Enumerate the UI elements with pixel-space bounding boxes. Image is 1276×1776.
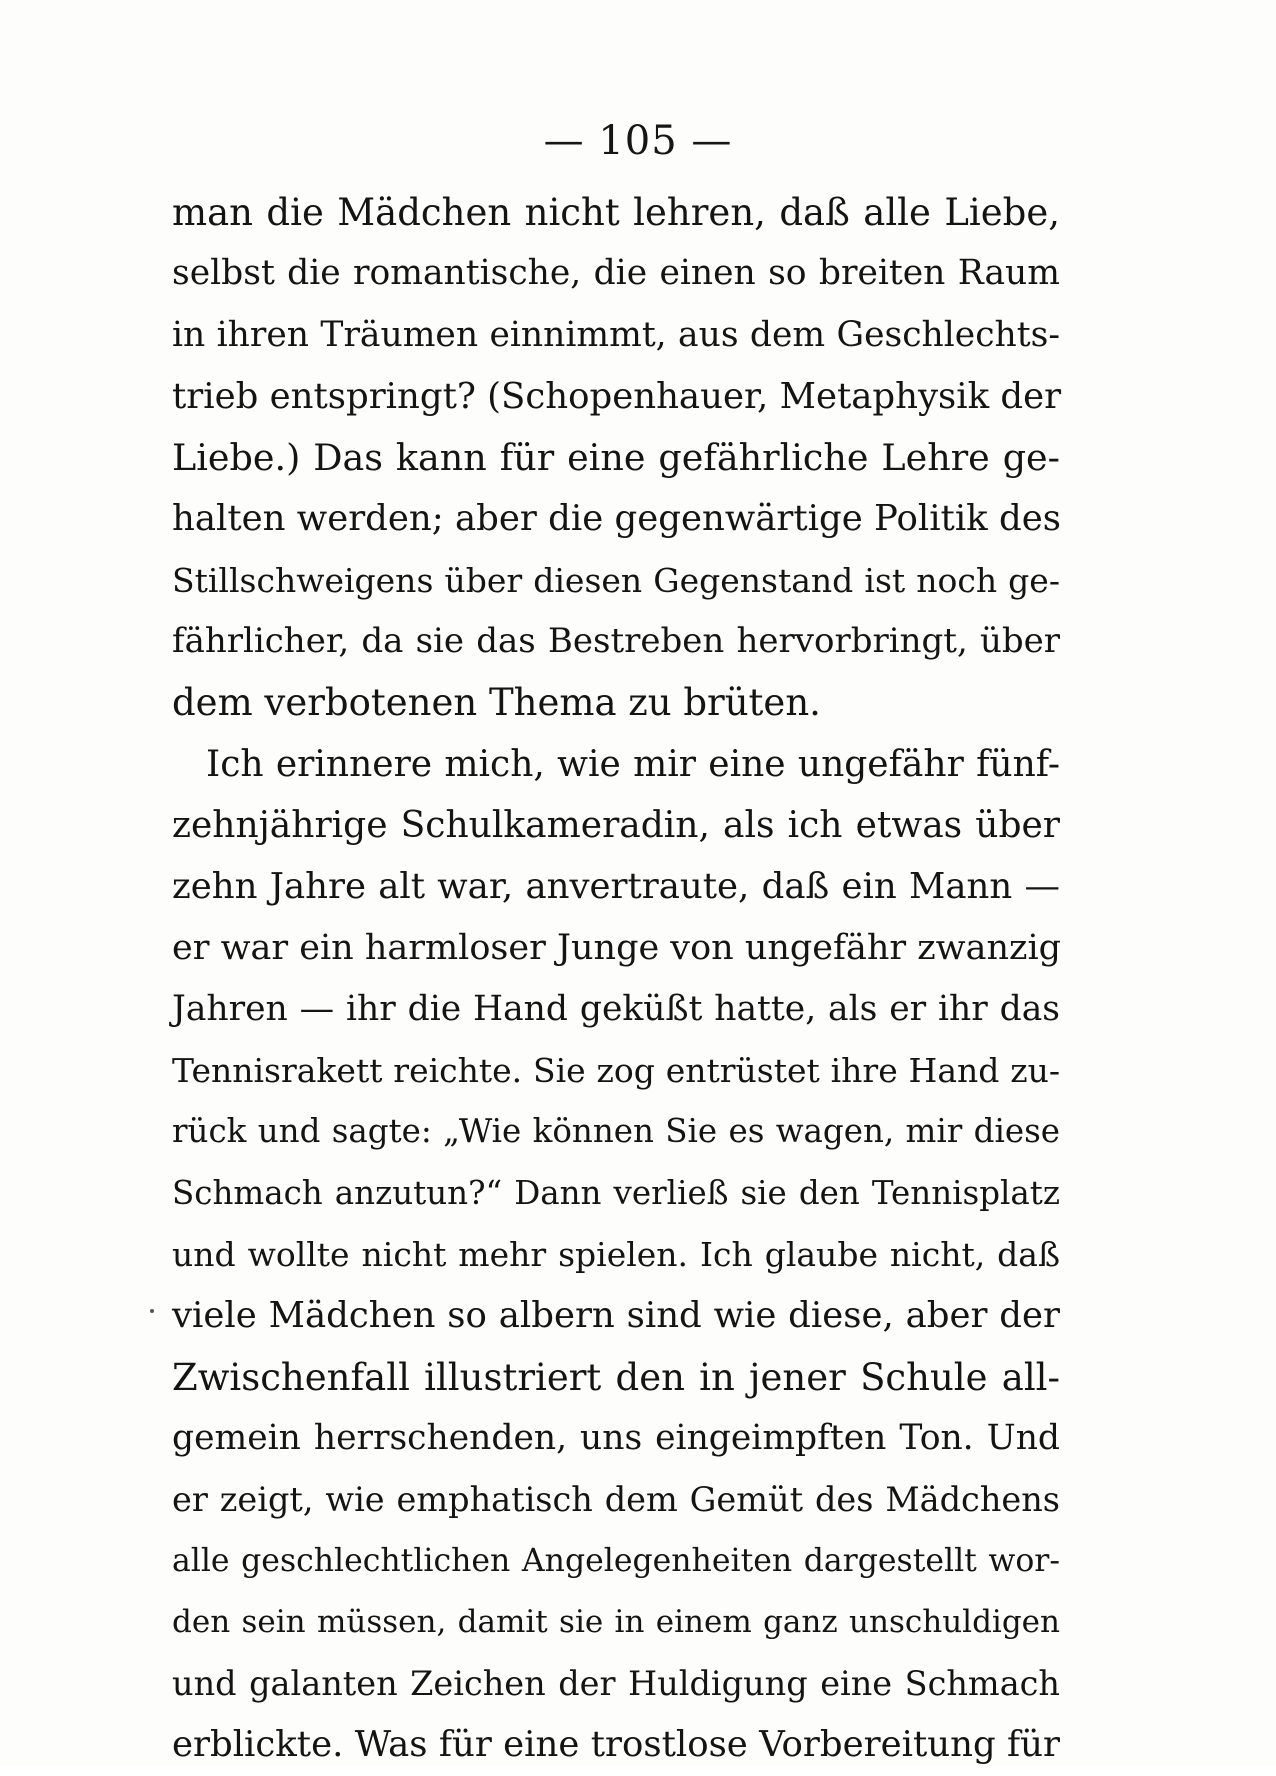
body-text — [172, 182, 1060, 1776]
text-line: Ich erinnere mich, wie mir eine ungefähr fünf- — [206, 743, 1060, 785]
text-line: viele Mädchen so albern sind wie diese, aber der — [172, 1295, 1060, 1337]
text-line: in ihren Träumen einnimmt, aus dem Geschlechts- — [172, 314, 1060, 355]
text-line: Jahren — ihr die Hand geküßt hatte, als er ihr das — [172, 988, 1060, 1029]
text-line: trieb entspringt? (Schopenhauer, Metaphysik der — [172, 375, 1062, 417]
page-number: — 105 — — [543, 118, 733, 164]
text-line: er war ein harmloser Junge von ungefähr zwanzig — [172, 927, 1062, 968]
text-line: man die Mädchen nicht lehren, daß alle Liebe, — [172, 191, 1060, 234]
text-line: fährlicher, da sie das Bestreben hervorbringt, über — [172, 621, 1060, 662]
text-line: Liebe.) Das kann für eine gefährliche Lehre ge- — [172, 436, 1060, 480]
ink-speck — [150, 1309, 154, 1313]
text-line: halten werden; aber die gegenwärtige Politik des — [172, 498, 1061, 540]
text-line: selbst die romantische, die einen so breiten Raum — [172, 253, 1060, 294]
text-line: gemein herrschenden, uns eingeimpften Ton. Und — [172, 1417, 1060, 1458]
text-line: rück und sagte: „Wie können Sie es wagen, mir diese — [172, 1112, 1060, 1151]
text-line: dem verbotenen Thema zu brüten. — [172, 681, 821, 725]
text-line: Tennisrakett reichte. Sie zog entrüstet ihre Hand zu- — [172, 1051, 1060, 1091]
text-line: alle geschlechtlichen Angelegenheiten dargestellt wor- — [172, 1542, 1060, 1579]
text-line: und wollte nicht mehr spielen. Ich glaube nicht, daß — [172, 1235, 1060, 1275]
text-line: Schmach anzutun?“ Dann verließ sie den Tennisplatz — [172, 1173, 1060, 1212]
text-line: und galanten Zeichen der Huldigung eine Schmach — [172, 1664, 1060, 1704]
text-line: erblickte. Was für eine trostlose Vorbereitung für — [172, 1724, 1060, 1766]
text-line: den sein müssen, damit sie in einem ganz unschuldigen — [172, 1603, 1060, 1640]
text-line: zehnjährige Schulkameradin, als ich etwas über — [172, 804, 1060, 846]
text-line: zehn Jahre alt war, anvertraute, daß ein Mann — — [172, 866, 1060, 908]
text-line: Zwischenfall illustriert den in jener Schule all- — [172, 1355, 1060, 1399]
text-line: Stillschweigens über diesen Gegenstand ist noch ge- — [172, 560, 1060, 600]
text-line: er zeigt, wie emphatisch dem Gemüt des Mädchens — [172, 1480, 1060, 1520]
